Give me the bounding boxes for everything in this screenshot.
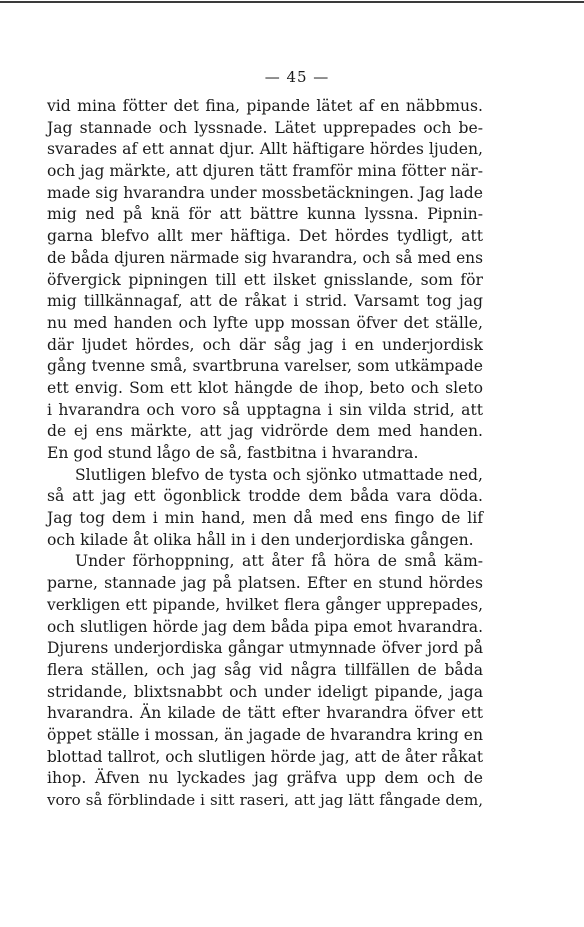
text-line: parne, stannade jag på platsen. Efter en stund hördes bbox=[47, 574, 483, 593]
text-line: mig ned på knä för att bättre kunna lyssna. Pipnin- bbox=[47, 205, 483, 224]
text-line: hvarandra. Än kilade de tätt efter hvarandra öfver ett bbox=[47, 704, 483, 723]
text-line: öfvergick pipningen till ett ilsket gnisslande, som för bbox=[47, 270, 483, 289]
text-line: Djurens underjordiska gångar utmynnade öfver jord på bbox=[47, 639, 483, 658]
text-line: gång tvenne små, svartbruna varelser, som utkämpade bbox=[47, 357, 483, 376]
text-line: stridande, blixtsnabbt och under ideligt pipande, jaga bbox=[47, 682, 483, 701]
text-line: flera ställen, och jag såg vid några tillfällen de båda bbox=[47, 660, 483, 679]
text-line: mig tillkännagaf, att de råkat i strid. Varsamt tog jag bbox=[47, 292, 483, 311]
text-line: made sig hvarandra under mossbetäckningen. Jag lade bbox=[47, 183, 483, 202]
text-line: där ljudet hördes, och där såg jag i en underjordisk bbox=[47, 335, 483, 354]
top-border-rule bbox=[0, 1, 584, 3]
text-line: de ej ens märkte, att jag vidrörde dem med handen. bbox=[47, 422, 483, 441]
text-line: öppet ställe i mossan, än jagade de hvarandra kring en bbox=[47, 725, 483, 744]
text-line: garna blefvo allt mer häftiga. Det hördes tydligt, att bbox=[47, 227, 483, 246]
text-line: ihop. Äfven nu lyckades jag gräfva upp dem och de bbox=[47, 769, 483, 788]
text-line: Jag stannade och lyssnade. Lätet upprepades och be- bbox=[47, 118, 483, 137]
text-line: verkligen ett pipande, hvilket flera gånger upprepades, bbox=[47, 595, 483, 614]
text-line: i hvarandra och voro så upptagna i sin vilda strid, att bbox=[47, 400, 483, 419]
text-line: de båda djuren närmade sig hvarandra, och så med ens bbox=[47, 248, 483, 267]
text-line: blottad tallrot, och slutligen hörde jag, att de åter råkat bbox=[47, 747, 483, 766]
text-line: så att jag ett ögonblick trodde dem båda vara döda. bbox=[47, 487, 483, 506]
text-line: vid mina fötter det fina, pipande lätet af en näbbmus. bbox=[47, 97, 483, 115]
text-line: Under förhoppning, att åter få höra de små käm- bbox=[75, 552, 483, 571]
text-line: ett envig. Som ett klot hängde de ihop, beto och sleto bbox=[47, 378, 483, 397]
body-text bbox=[47, 96, 483, 812]
text-line: svarades af ett annat djur. Allt häftigare hördes ljuden, bbox=[47, 140, 483, 159]
text-line: och kilade åt olika håll in i den underjordiska gången. bbox=[47, 530, 474, 549]
page-number: — 45 — bbox=[264, 68, 330, 86]
text-line: nu med handen och lyfte upp mossan öfver det ställe, bbox=[47, 313, 483, 332]
text-line: Jag tog dem i min hand, men då med ens fingo de lif bbox=[47, 509, 483, 528]
text-line: och jag märkte, att djuren tätt framför mina fötter när- bbox=[47, 162, 483, 181]
text-line: och slutligen hörde jag dem båda pipa emot hvarandra. bbox=[47, 617, 483, 636]
text-line: Slutligen blefvo de tysta och sjönko utmattade ned, bbox=[75, 465, 483, 484]
text-line: voro så förblindade i sitt raseri, att jag lätt fångade dem, bbox=[47, 791, 483, 809]
text-line: En god stund lågo de så, fastbitna i hvarandra. bbox=[47, 444, 419, 462]
